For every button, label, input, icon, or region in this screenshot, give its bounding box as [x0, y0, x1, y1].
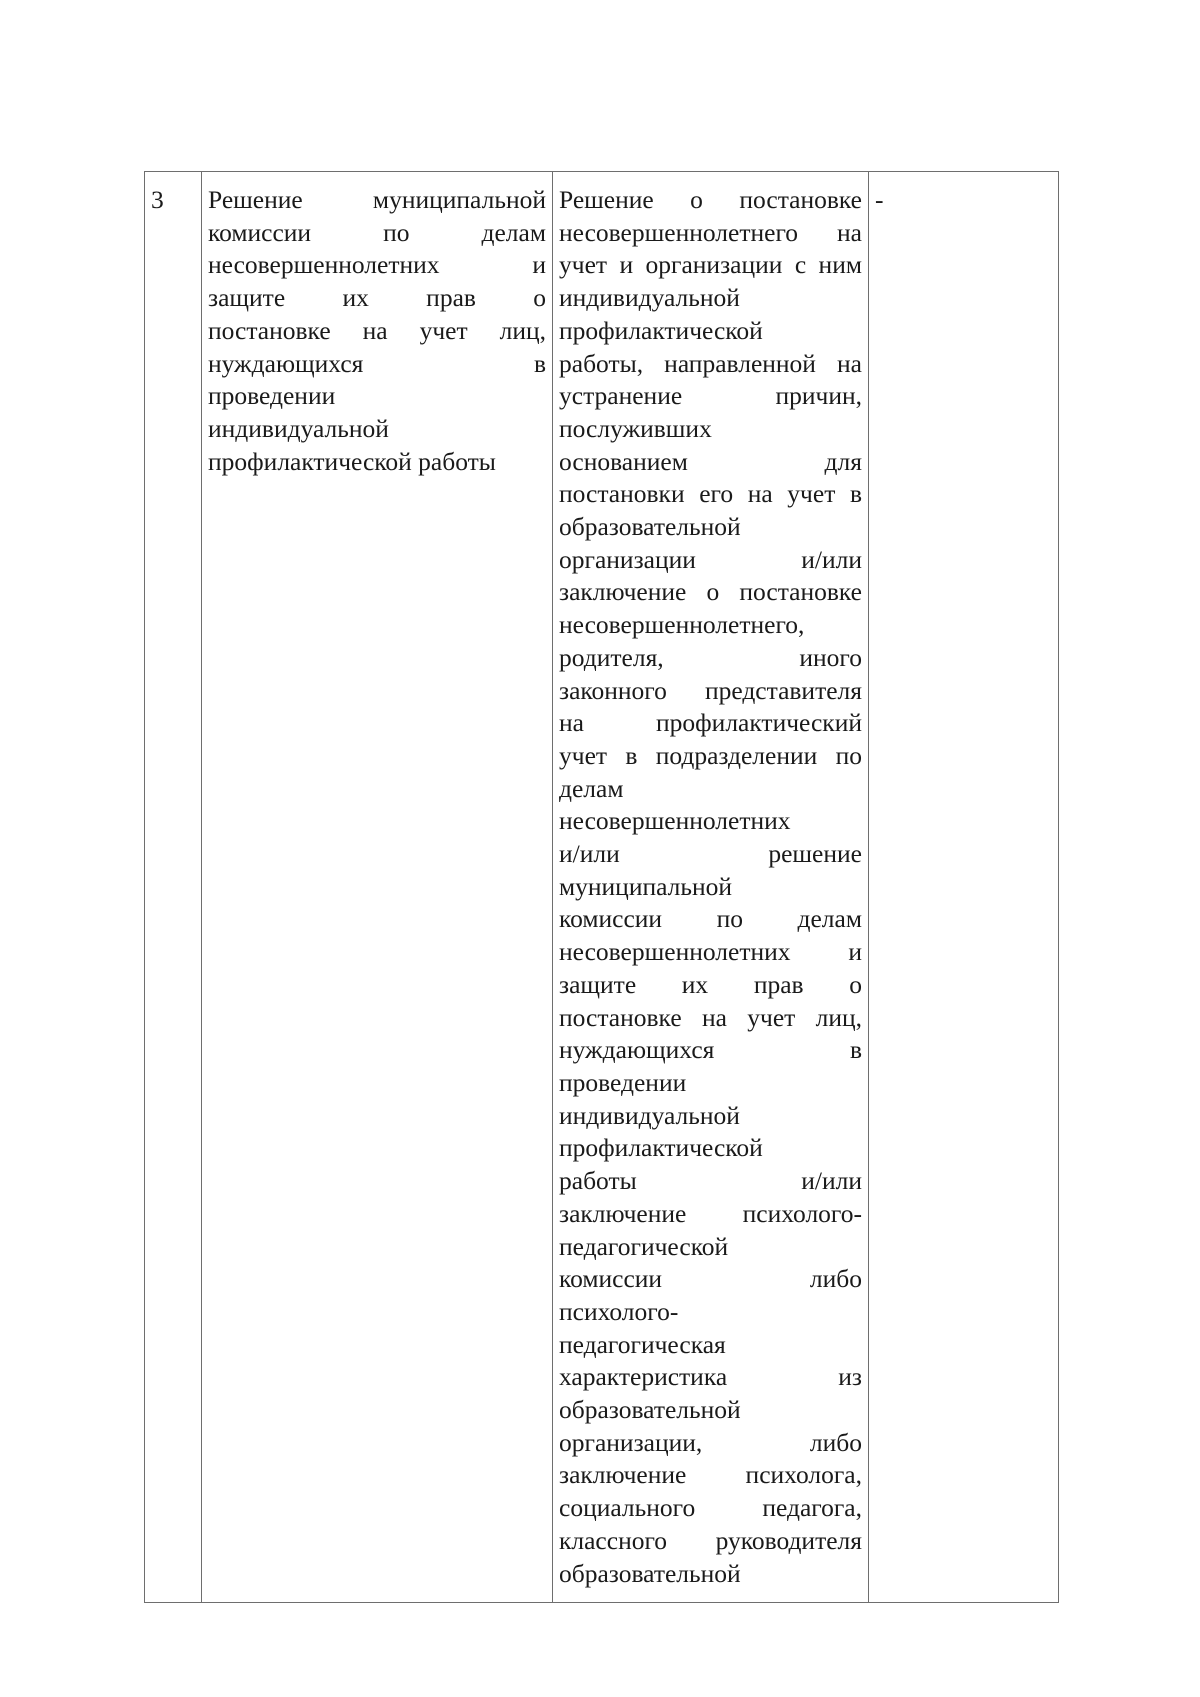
- text-line: психолого-: [559, 1296, 679, 1326]
- note-text: -: [875, 185, 884, 214]
- text-line: заключение о постановке: [559, 577, 862, 607]
- text-line: образовательной: [559, 1395, 741, 1425]
- text-line: учет в подразделении по: [559, 740, 862, 770]
- text-line: основанием для: [559, 446, 862, 476]
- text-line: на профилактический: [559, 708, 862, 738]
- text-line: делам: [559, 773, 624, 803]
- text-line: защите их прав о: [208, 283, 546, 313]
- text-line: заключение психолога,: [559, 1460, 862, 1490]
- row-number: 3: [151, 185, 164, 214]
- text-line: нуждающихся в: [208, 348, 546, 378]
- document-table: [144, 171, 1059, 1603]
- text-line: классного руководителя: [559, 1525, 862, 1555]
- text-line: муниципальной: [559, 871, 733, 901]
- text-line: профилактической: [559, 1133, 763, 1163]
- row-number-cell: [145, 172, 202, 1603]
- text-line: педагогической: [559, 1231, 729, 1261]
- text-line: комиссии либо: [559, 1264, 862, 1294]
- text-line: индивидуальной: [559, 283, 740, 313]
- text-line: организации, либо: [559, 1427, 862, 1457]
- text-line: индивидуальной: [208, 413, 389, 443]
- text-line: комиссии по делам: [559, 904, 862, 934]
- text-line: характеристика из: [559, 1362, 862, 1392]
- text-line: несовершеннолетнего,: [559, 610, 805, 640]
- text-line: постановке на учет лиц,: [208, 315, 546, 345]
- text-line: проведении: [208, 381, 336, 411]
- text-line: постановки его на учет в: [559, 479, 862, 509]
- note-cell: [869, 172, 1059, 1603]
- text-line: несовершеннолетнего на: [559, 217, 862, 247]
- text-line: послуживших: [559, 413, 712, 443]
- text-line: устранение причин,: [559, 381, 862, 411]
- text-line: индивидуальной: [559, 1100, 740, 1130]
- text-line: Решение муниципальной: [208, 185, 546, 214]
- text-line: несовершеннолетних и: [208, 250, 546, 280]
- text-line: проведении: [559, 1067, 687, 1097]
- text-line: работы и/или: [559, 1166, 862, 1196]
- text-line: Решение о постановке: [559, 185, 862, 214]
- document-cell: [553, 172, 869, 1603]
- text-line: постановке на учет лиц,: [559, 1002, 862, 1032]
- text-line: профилактической: [559, 315, 763, 345]
- text-line: законного представителя: [559, 675, 862, 705]
- text-line: профилактической работы: [208, 446, 496, 476]
- table-row: [145, 172, 1059, 1603]
- text-line: несовершеннолетних и: [559, 937, 862, 967]
- text-line: работы, направленной на: [559, 348, 862, 378]
- requirement-cell: [202, 172, 553, 1603]
- text-line: нуждающихся в: [559, 1035, 862, 1065]
- text-line: заключение психолого-: [559, 1198, 862, 1228]
- text-line: родителя, иного: [559, 642, 862, 672]
- text-line: и/или решение: [559, 839, 862, 869]
- text-line: несовершеннолетних: [559, 806, 791, 836]
- text-line: педагогическая: [559, 1329, 726, 1359]
- text-line: комиссии по делам: [208, 217, 546, 247]
- text-line: образовательной: [559, 512, 741, 542]
- text-line: учет и организации с ним: [559, 250, 862, 280]
- text-line: образовательной: [559, 1558, 741, 1588]
- text-line: защите их прав о: [559, 969, 862, 999]
- text-line: социального педагога,: [559, 1493, 862, 1523]
- text-line: организации и/или: [559, 544, 862, 574]
